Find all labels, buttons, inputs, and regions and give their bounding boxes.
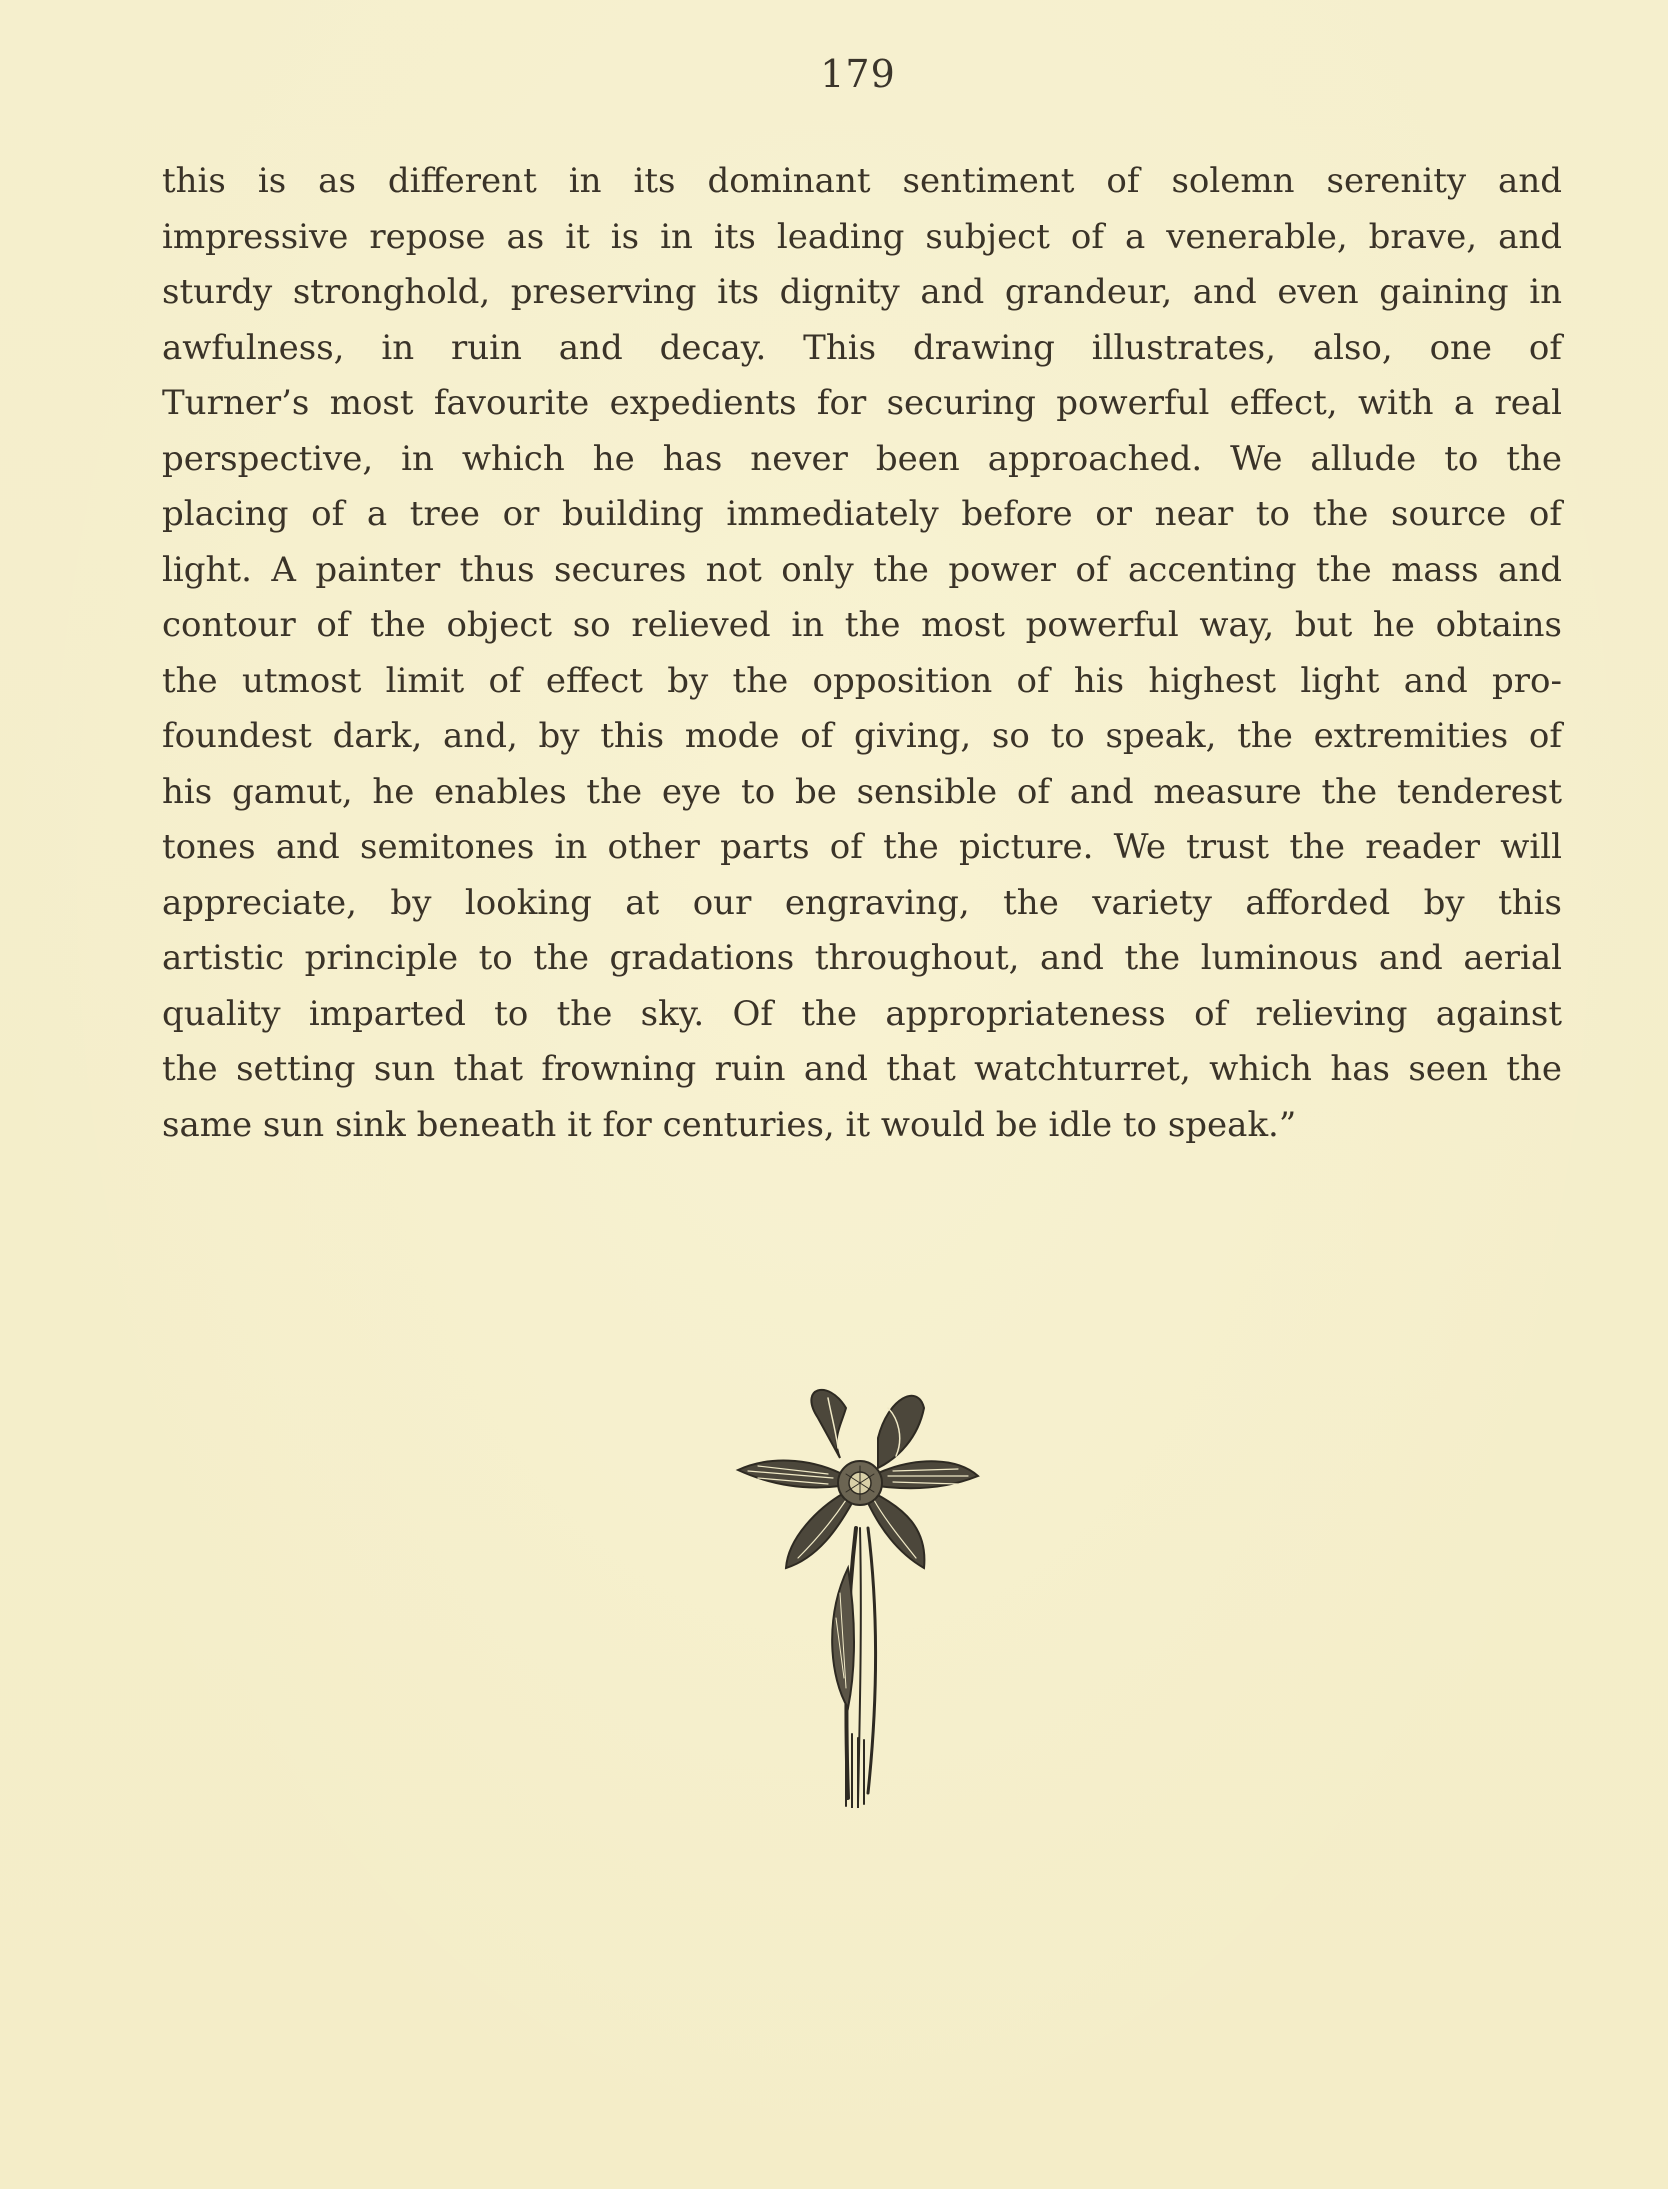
text-line: his gamut, he enables the eye to be sensible of and measure the tenderest [162,771,1562,812]
text-line: sturdy stronghold, preserving its dignity and grandeur, and even gaining in [162,272,1562,312]
text-line: impressive repose as it is in its leading subject of a venerable, brave, and [162,216,1562,257]
text-line: foundest dark, and, by this mode of giving, so to speak, the extremities of [162,716,1562,756]
text-line: quality imparted to the sky. Of the appropriateness of relieving against [162,993,1562,1034]
text-line: the utmost limit of effect by the opposition of his highest light and pro- [162,660,1562,701]
text-line: placing of a tree or building immediately before or near to the source of [162,494,1562,534]
text-line: light. A painter thus secures not only the power of accenting the mass and [162,549,1562,590]
text-line: same sun sink beneath it for centuries, it would be idle to speak.” [162,1104,1297,1145]
flower-tailpiece-icon [728,1378,988,1808]
text-line: contour of the object so relieved in the most powerful way, but he obtains [162,605,1562,645]
text-line: tones and semitones in other parts of the picture. We trust the reader will [162,827,1562,867]
text-line: perspective, in which he has never been approached. We allude to the [162,438,1562,479]
text-line: appreciate, by looking at our engraving, the variety afforded by this [162,882,1562,923]
text-line: this is as different in its dominant sentiment of solemn serenity and [162,161,1562,201]
body-paragraph [162,154,1562,1153]
text-line: awfulness, in ruin and decay. This drawing illustrates, also, one of [162,327,1562,368]
text-line: the setting sun that frowning ruin and that watchturret, which has seen the [162,1049,1562,1089]
page-number: 179 [820,52,896,96]
text-line: Turner’s most favourite expedients for securing powerful effect, with a real [162,383,1562,423]
text-line: artistic principle to the gradations throughout, and the luminous and aerial [162,938,1562,978]
